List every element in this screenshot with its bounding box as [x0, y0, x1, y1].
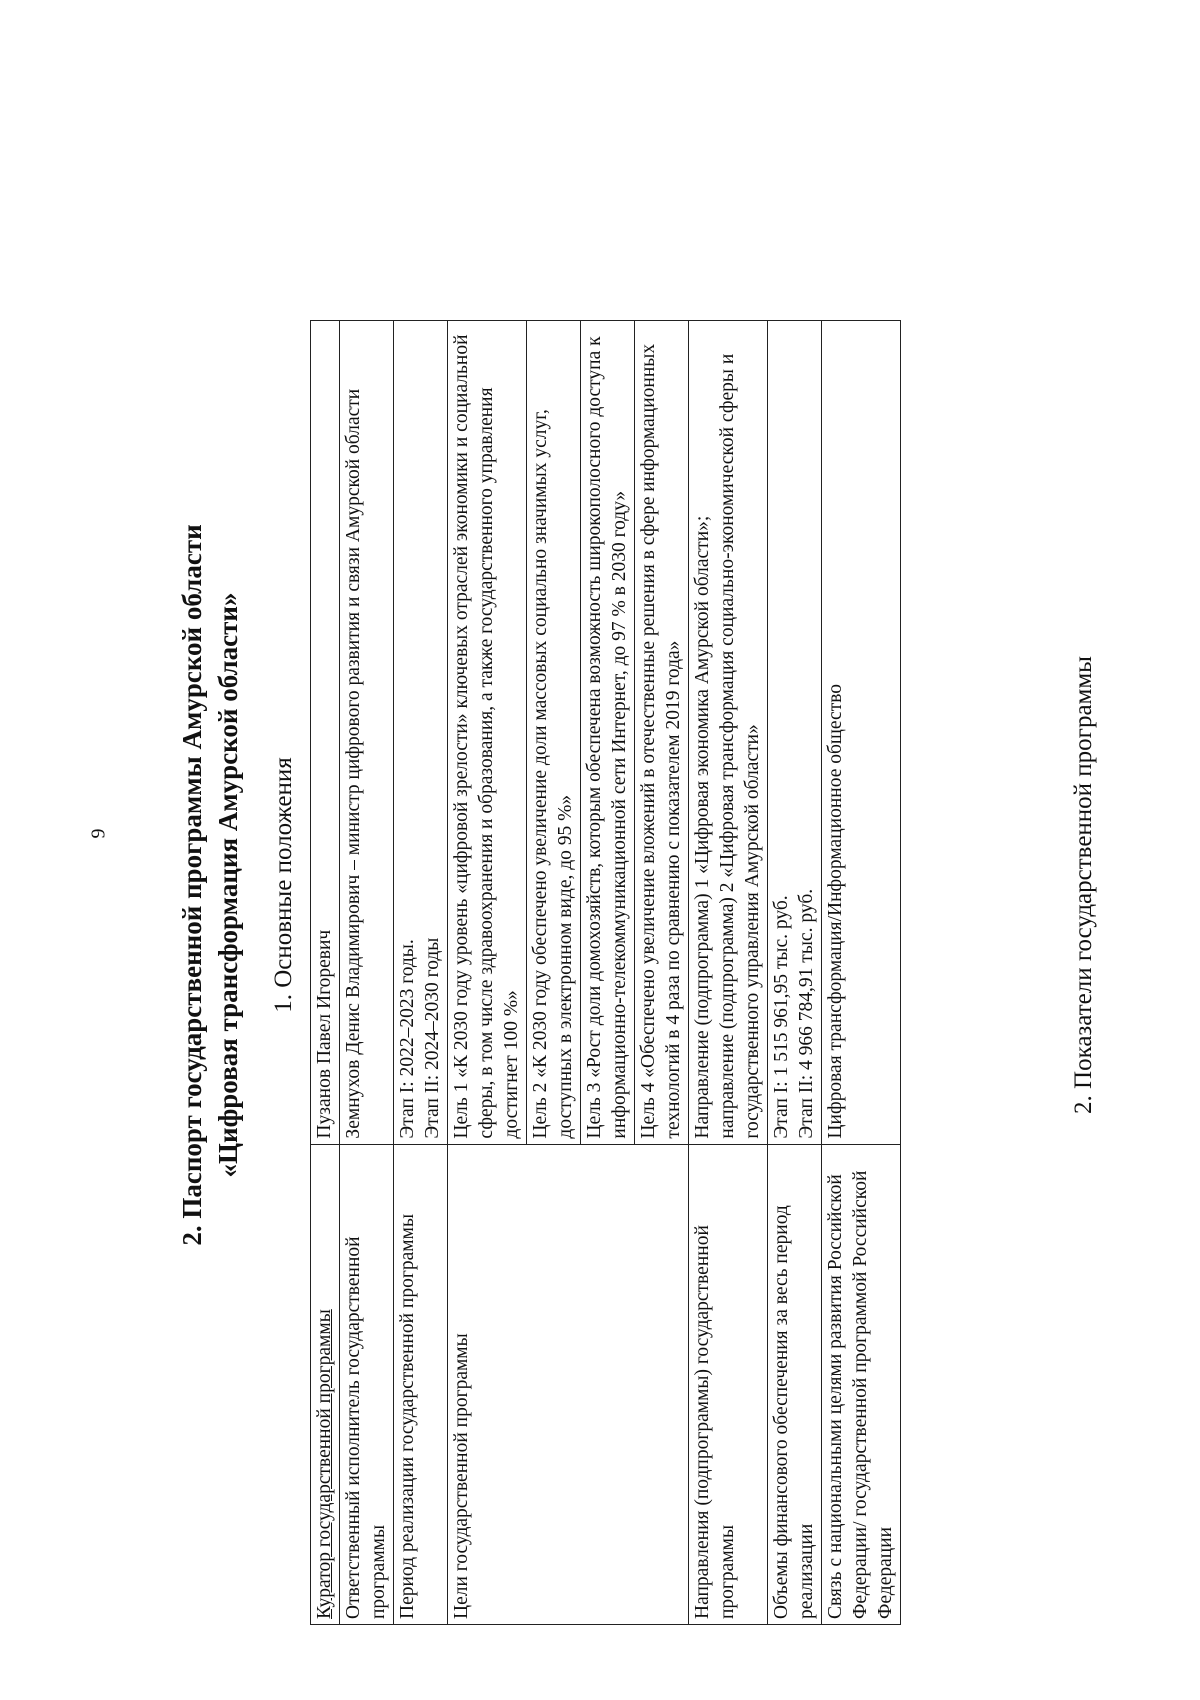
table-row [448, 321, 527, 1625]
table-row [340, 321, 394, 1625]
table-row [394, 321, 448, 1625]
directions-label: Направления (подпрограммы) государственной программы [689, 1144, 768, 1624]
table-row [768, 321, 822, 1625]
table-row [822, 321, 901, 1625]
period-value [394, 321, 448, 1145]
direction-1: Направление (подпрограмма) 1 «Цифровая экономика Амурской области»; [692, 515, 713, 1139]
document-title [174, 105, 246, 1665]
national-goals-label: Связь с национальными целями развития Российской Федерации/ государственной программой Российской Федерации [822, 1144, 901, 1624]
program-passport-table [310, 320, 901, 1625]
title-line-2: «Цифровая трансформация Амурской области» [213, 592, 243, 1178]
period-stage-2: Этап II: 2024–2030 годы [422, 937, 443, 1139]
page-number: 9 [87, 828, 110, 839]
table-row [689, 321, 768, 1625]
period-label: Период реализации государственной программы [394, 1144, 448, 1624]
goal-2: Цель 2 «К 2030 году обеспечено увеличение доли массовых социально значимых услуг, доступных в электронном виде, до 95 %» [527, 321, 581, 1145]
funding-stage-1: Этап I: 1 515 961,95 тыс. руб. [771, 895, 792, 1139]
funding-label: Объемы финансового обеспечения за весь период реализации [768, 1144, 822, 1624]
table-row [311, 321, 340, 1625]
directions-value [689, 321, 768, 1145]
title-line-1: 2. Паспорт государственной программы Амурской области [177, 524, 207, 1246]
goal-3: Цель 3 «Рост доли домохозяйств, которым обеспечена возможность широкополосного доступа к информационно-телекоммуникационной сети Интернет, до 97 % в 2030 году» [581, 321, 635, 1145]
goals-label: Цели государственной программы [448, 1144, 689, 1624]
direction-2: направление (подпрограмма) 2 «Цифровая трансформация социально-экономической сферы и государственного управления Амурской области» [717, 353, 763, 1139]
period-stage-1: Этап I: 2022–2023 годы. [397, 939, 418, 1139]
rotated-page-content [160, 105, 1190, 1665]
national-goals-value: Цифровая трансформация/Информационное общество [822, 321, 901, 1145]
funding-value [768, 321, 822, 1145]
executor-value: Земнухов Денис Владимирович – министр цифрового развития и связи Амурской области [340, 321, 394, 1145]
section-heading-basic-provisions: 1. Основные положения [270, 757, 297, 1013]
goal-1: Цель 1 «К 2030 году уровень «цифровой зрелости» ключевых отраслей экономики и социальной сферы, в том числе здравоохранения и образования, а также государственного управления достигнет 100 %» [448, 321, 527, 1145]
funding-stage-2: Этап II: 4 966 784,91 тыс. руб. [796, 888, 817, 1139]
goal-4: Цель 4 «Обеспечено увеличение вложений в отечественные решения в сфере информационных технологий в 4 раза по сравнению с показателем 2019 года» [635, 321, 689, 1145]
executor-label: Ответственный исполнитель государственной программы [340, 1144, 394, 1624]
curator-label: Куратор государственной программы [311, 1144, 340, 1624]
section-heading-indicators: 2. Показатели государственной программы [1070, 656, 1097, 1114]
curator-value: Пузанов Павел Игоревич [311, 321, 340, 1145]
